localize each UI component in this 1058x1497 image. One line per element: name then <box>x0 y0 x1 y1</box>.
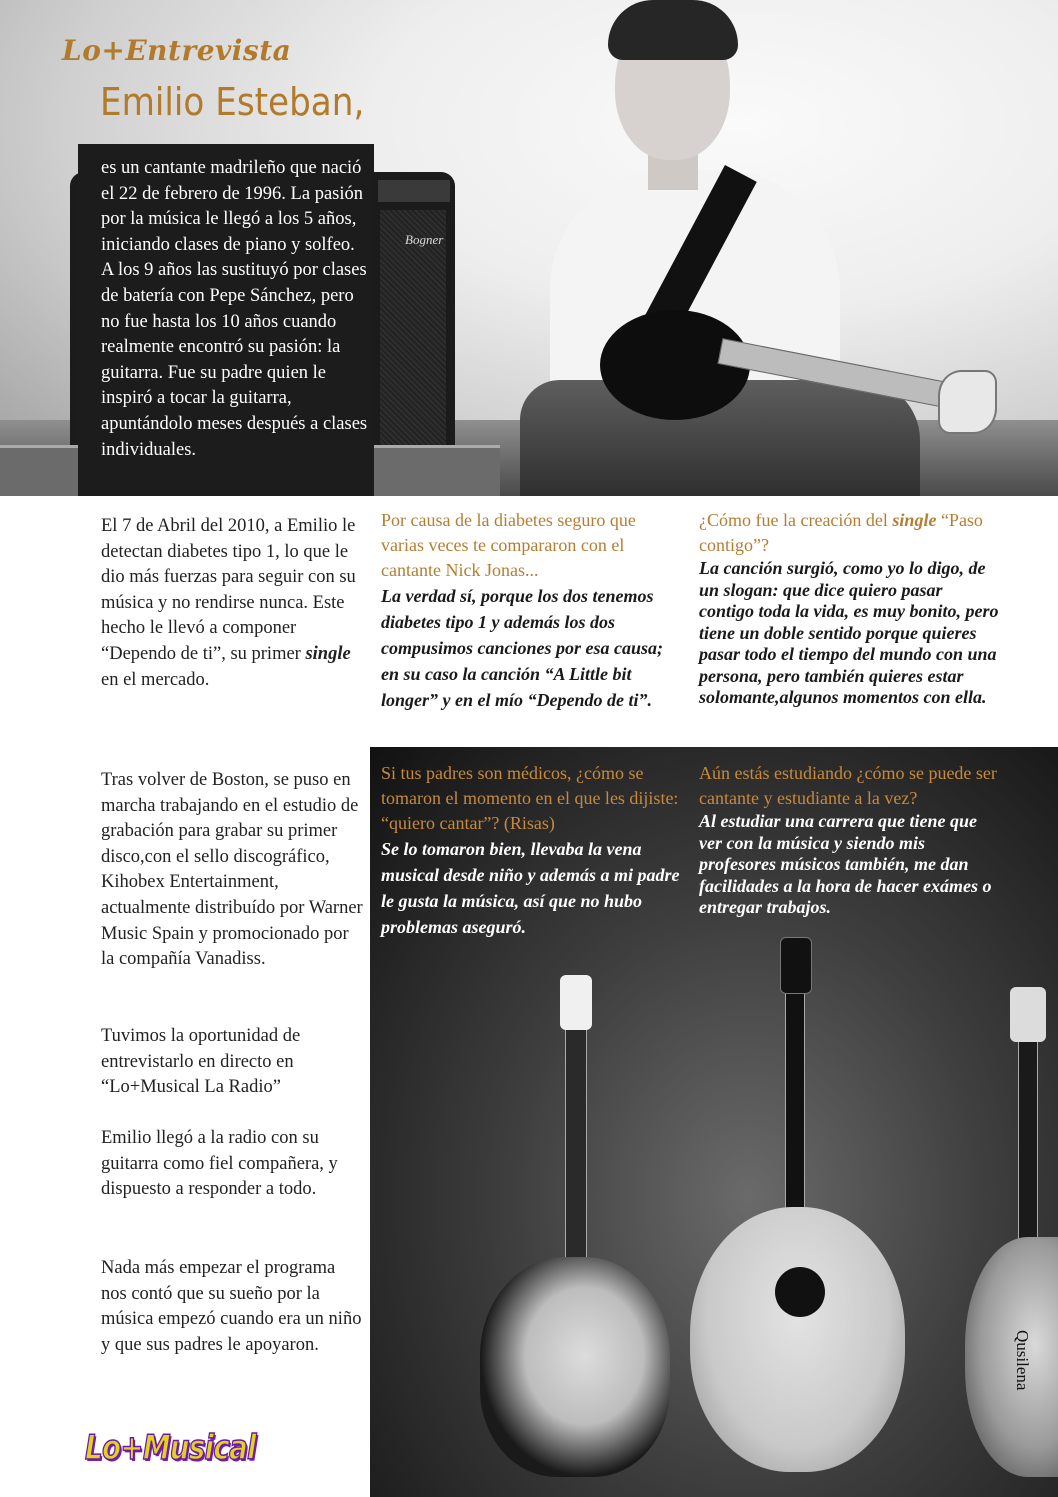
intro-text: es un cantante madrileño que nació el 22 de febrero de 1996. La pasión por la música le llegó a los 5 años, iniciando clases de piano y solfeo. A los 9 años las sustituyó por clases de batería con Pepe Sánchez, pero no fue hasta los 10 años cuando realmente encontró su pasión: la guitarra. Fue su padre quien le inspiró a tocar la guitarra, apuntándolo meses después a clases individuales. <box>101 158 368 460</box>
magazine-logo: Lo+Musical <box>85 1428 256 1468</box>
guitars-photo <box>370 747 1058 1497</box>
page-title: Emilio Esteban, <box>100 80 365 124</box>
sound-hole <box>775 1267 825 1317</box>
paragraph-text: El 7 de Abril del 2010, a Emilio le detectan diabetes tipo 1, lo que le dio más fuerzas para seguir con su música y no rendirse nunca. Este hecho le llevó a componer “Dependo de ti”, su primer <box>101 516 356 664</box>
section-kicker: Lo+Entrevista <box>62 34 292 67</box>
paragraph-text: en el mercado. <box>101 669 210 690</box>
question-text: ¿Cómo fue la creación del <box>699 510 893 530</box>
question: Aún estás estudiando ¿cómo se puede ser cantante y estudiante a la vez? <box>699 763 997 808</box>
question: Por causa de la diabetes seguro que varias veces te compararon con el cantante Nick Jonas... <box>381 510 636 580</box>
hair <box>608 0 738 60</box>
qa-item <box>699 761 999 919</box>
emphasis-single: single <box>892 510 937 530</box>
electric-guitar-body <box>480 1257 670 1477</box>
singer-portrait <box>520 0 1058 496</box>
paragraph-diabetes <box>101 514 363 693</box>
paragraph-boston: Tras volver de Boston, se puso en marcha trabajando en el estudio de grabación para grabar su primer disco,con el sello discográfico, Kihobex Entertainment, actualmente distribuído por Warner Music Spain y promocionado por la compañía Vanadiss. <box>101 770 363 970</box>
les-paul-headstock <box>1010 987 1046 1042</box>
answer: Al estudiar una carrera que tiene que ver con la música y siendo mis profesores músicos también, me dan facilidades a la hora de hacer exámes o entregar trabajos. <box>699 811 992 917</box>
paragraph-dream: Nada más empezar el programa nos contó que su sueño por la música empezó cuando era un niño y que sus padres le apoyaron. <box>101 1258 362 1355</box>
electric-guitar-neck <box>565 987 587 1289</box>
answer: Se lo tomaron bien, llevaba la vena musical desde niño y además a mi padre le gusta la música, así que no hubo problemas aseguró. <box>381 839 680 937</box>
qa-item <box>699 508 999 709</box>
acoustic-guitar-body <box>690 1207 905 1472</box>
acoustic-guitar-headstock <box>780 937 812 994</box>
amp-control-panel <box>378 180 450 202</box>
electric-guitar-headstock <box>560 975 592 1030</box>
paragraph-radio: Tuvimos la oportunidad de entrevistarlo en directo en “Lo+Musical La Radio” <box>101 1026 301 1098</box>
question: Si tus padres son médicos, ¿cómo se tomaron el momento en el que les dijiste: “quiero cantar”? (Risas) <box>381 763 679 833</box>
answer: La verdad sí, porque los dos tenemos diabetes tipo 1 y además los dos compusimos canciones por esa causa; en su caso la canción “A Little bit longer” y en el mío “Dependo de ti”. <box>381 586 664 710</box>
guitar-headstock <box>938 370 997 434</box>
question-text: “Paso contigo”? <box>699 510 983 555</box>
question <box>699 508 999 558</box>
answer: La canción surgió, como yo lo digo, de un slogan: que dice quiero pasar contigo toda la vida, es muy bonito, pero tiene un doble sentido porque quieres pasar todo el tiempo del mundo con una persona, pero también quieres estar solomante,algunos momentos con ella. <box>699 558 999 707</box>
qa-item <box>381 508 681 713</box>
paragraph-arrival: Emilio llegó a la radio con su guitarra como fiel compañera, y dispuesto a responder a todo. <box>101 1128 338 1200</box>
photo-credit: Qusilena <box>1013 1330 1032 1391</box>
emphasis-single: single <box>305 643 351 664</box>
amp-logo: Bogner <box>405 232 444 247</box>
qa-item <box>381 761 681 940</box>
